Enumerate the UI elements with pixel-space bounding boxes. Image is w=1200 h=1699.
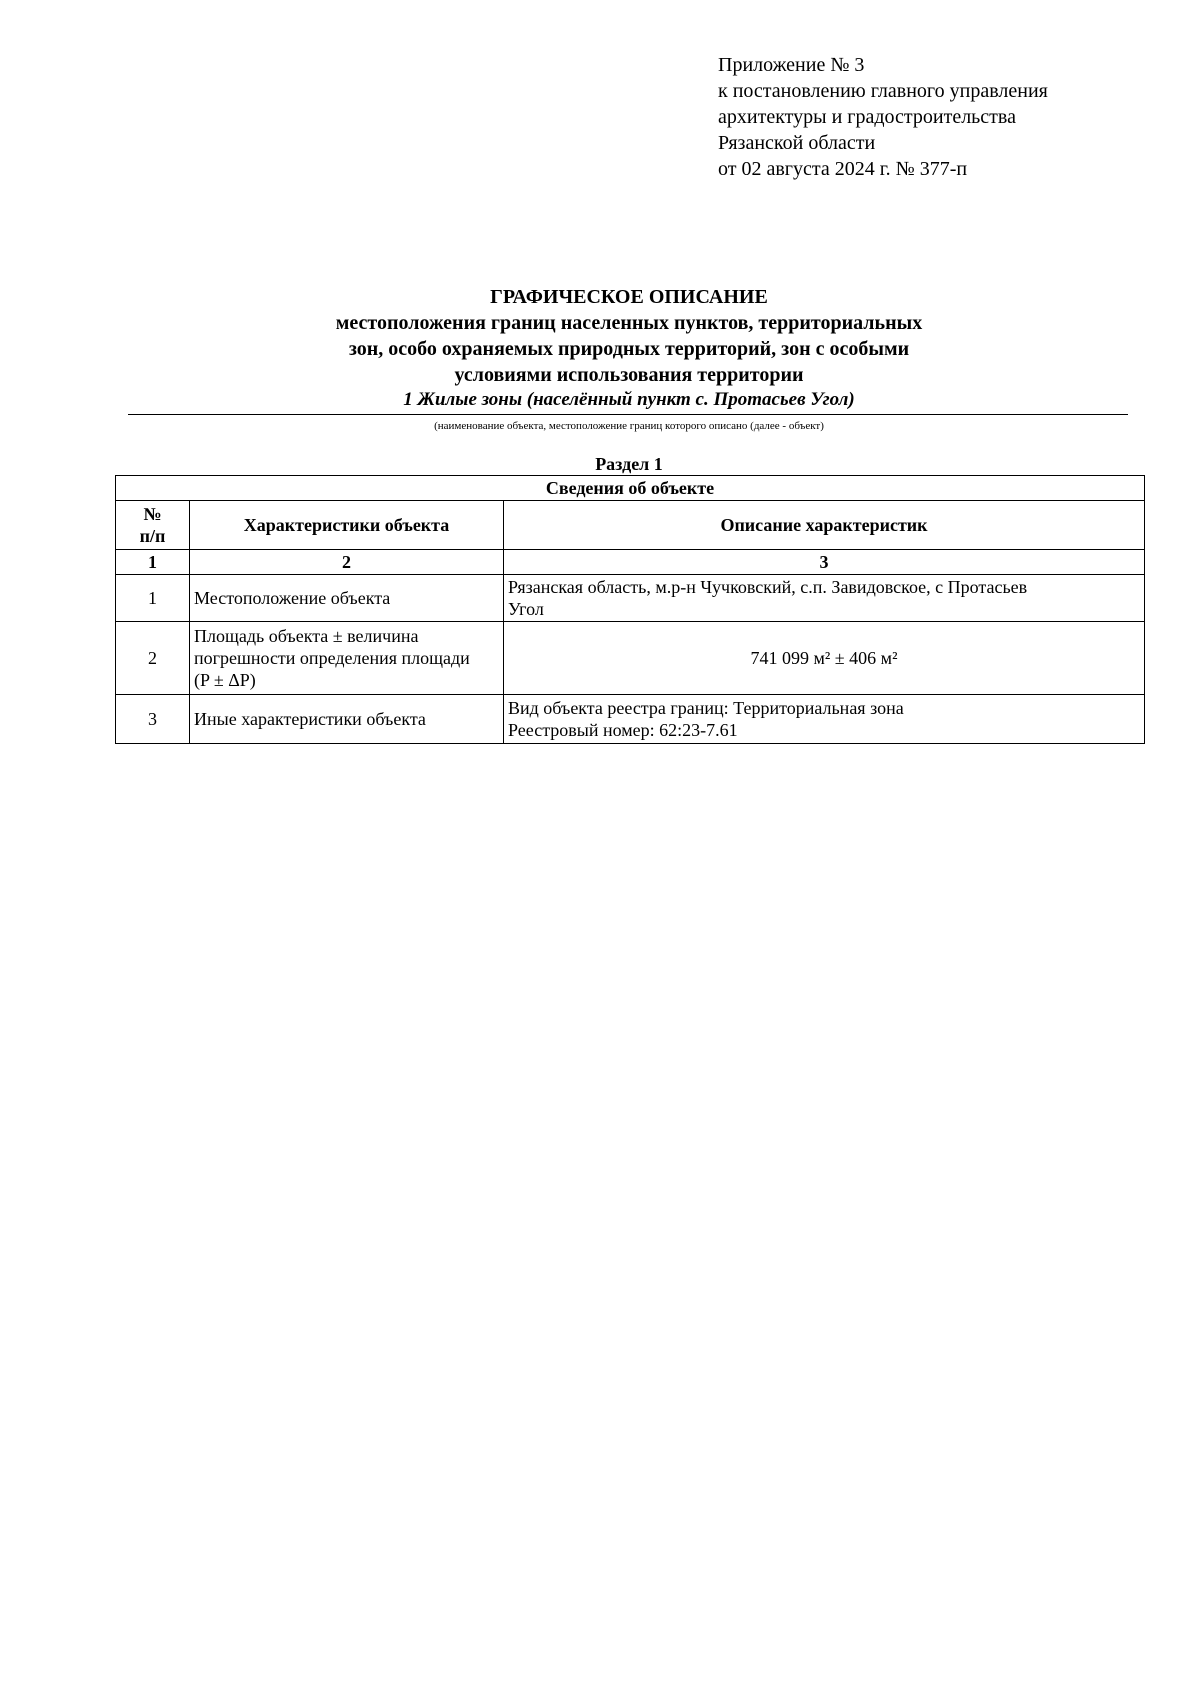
table-caption: Сведения об объекте: [116, 476, 1145, 501]
header-num-line: п/п: [139, 526, 166, 546]
section-title: Раздел 1: [595, 454, 663, 474]
row-characteristic: Местоположение объекта: [190, 575, 504, 622]
appendix-line: к постановлению главного управления: [718, 80, 1048, 102]
object-name-underline: [128, 414, 1128, 415]
title-subtitle-line: условиями использования территории: [454, 364, 804, 386]
description-line: Реестровый номер: 62:23-7.61: [508, 720, 738, 740]
title-subtitle-line: местоположения границ населенных пунктов, территориальных: [335, 312, 923, 334]
description-line: Рязанская область, м.р-н Чучковский, с.п. Завидовское, с Протасьев: [508, 577, 1028, 597]
table-header-row: [116, 501, 1145, 550]
description-line: Угол: [508, 599, 544, 619]
title-subtitle-line: зон, особо охраняемых природных территорий, зон с особыми: [348, 338, 910, 360]
appendix-line: Рязанской области: [718, 132, 876, 154]
characteristic-line: погрешности определения площади: [194, 648, 470, 668]
table-row: [116, 575, 1145, 622]
object-info-table: [115, 475, 1145, 744]
row-number: 1: [116, 575, 190, 622]
row-description: [504, 695, 1145, 744]
document-title: [0, 284, 1200, 412]
table-caption-row: [116, 476, 1145, 501]
characteristic-line: Площадь объекта ± величина: [194, 626, 419, 646]
description-line: Вид объекта реестра границ: Территориальная зона: [508, 698, 904, 718]
row-characteristic: Иные характеристики объекта: [190, 695, 504, 744]
row-characteristic: [190, 622, 504, 695]
header-num-line: №: [143, 504, 162, 524]
appendix-line: архитектуры и градостроительства: [718, 106, 1016, 128]
table-row: [116, 695, 1145, 744]
row-number: 2: [116, 622, 190, 695]
appendix-note: [718, 52, 1048, 182]
table-index-row: [116, 550, 1145, 575]
column-index: 2: [190, 550, 504, 575]
header-characteristics: Характеристики объекта: [190, 501, 504, 550]
row-description: 741 099 м² ± 406 м²: [504, 622, 1145, 695]
object-name: 1 Жилые зоны (населённый пункт с. Протасьев Угол): [403, 389, 855, 410]
table-row: [116, 622, 1145, 695]
appendix-line: Приложение № 3: [718, 54, 865, 76]
characteristic-line: (P ± ΔP): [194, 670, 256, 690]
appendix-line: от 02 августа 2024 г. № 377-п: [718, 158, 968, 180]
row-description: [504, 575, 1145, 622]
column-index: 3: [504, 550, 1145, 575]
header-description: Описание характеристик: [504, 501, 1145, 550]
column-index: 1: [116, 550, 190, 575]
title-heading: ГРАФИЧЕСКОЕ ОПИСАНИЕ: [490, 286, 768, 308]
object-name-caption: (наименование объекта, местоположение границ которого описано (далее - объект): [434, 420, 824, 432]
row-number: 3: [116, 695, 190, 744]
header-num: [116, 501, 190, 550]
